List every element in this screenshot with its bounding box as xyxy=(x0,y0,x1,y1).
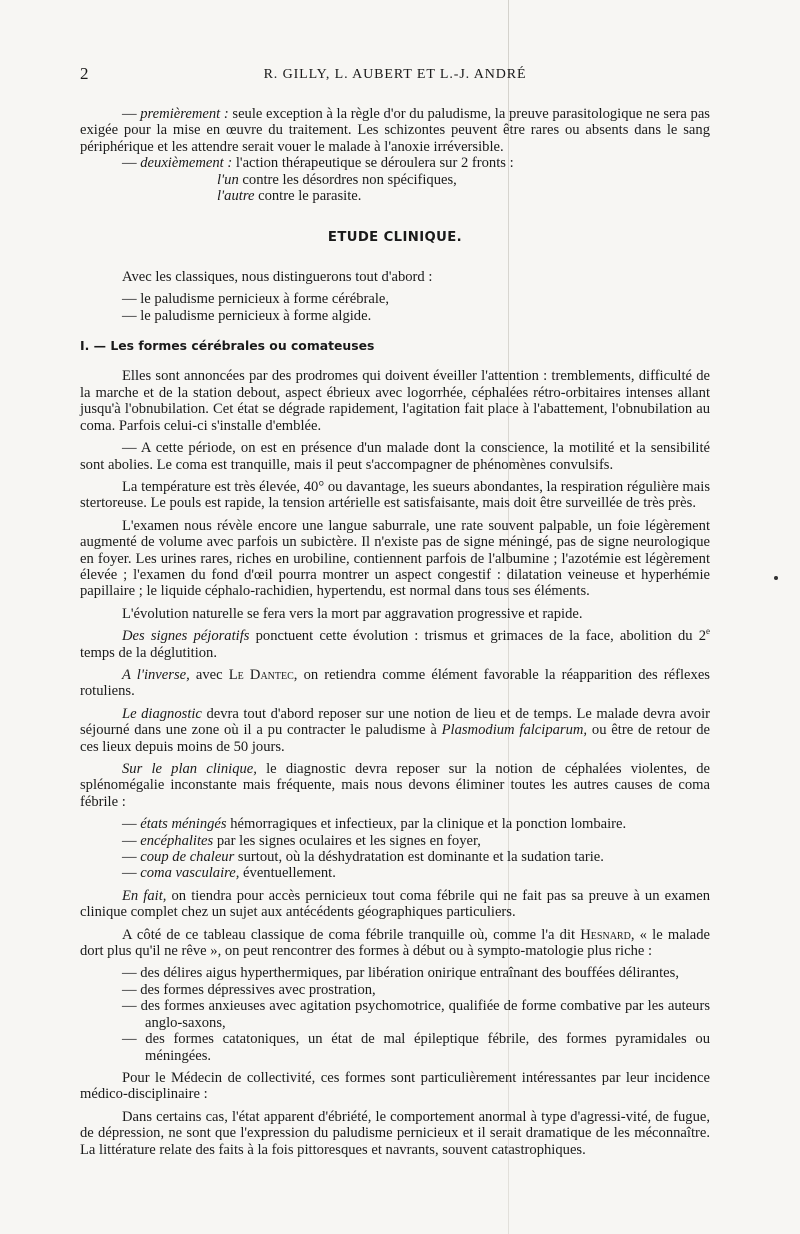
margin-mark xyxy=(774,576,778,580)
body-paragraph: La température est très élevée, 40° ou davantage, les sueurs abondantes, la respiration régulière mais stertoreuse. Le pouls est rapide, la tension artérielle est satisfaisante, mais doit être surveillée de très près. xyxy=(80,478,710,512)
body-paragraph: En fait, on tiendra pour accès pernicieux tout coma fébrile qui ne fait pas sa preuve à un examen clinique complet chez un sujet aux antécédents géographiques particuliers. xyxy=(80,887,710,921)
front-2: l'autre contre le parasite. xyxy=(217,188,362,205)
variant-item: — des formes anxieuses avec agitation psychomotrice, qualifiée de forme combative par les auteurs anglo-saxons, xyxy=(122,998,710,1031)
running-header xyxy=(80,66,710,86)
body-paragraph: — A cette période, on est en présence d'un malade dont la conscience, la motilité et la sensibilité sont abolies. Le coma est tranquille, mais il peut s'accompagner de phénomènes convulsifs. xyxy=(80,440,710,473)
author-name: Le Dantec xyxy=(228,666,294,683)
cause-item: — coma vasculaire, éventuellement. xyxy=(122,865,336,882)
document-page xyxy=(80,66,710,1158)
author-name: Hesnard xyxy=(580,926,631,943)
body-paragraph: Le diagnostic devra tout d'abord reposer sur une notion de lieu et de temps. Le malade devra avoir séjourné dans une zone où il a pu contracter le paludisme à Plasmodium falciparum, ou être de retour de ces lieux depuis moins de 50 jours. xyxy=(80,705,710,755)
intro-paragraph-1: — premièrement : seule exception à la règle d'or du paludisme, la preuve parasitologique ne sera pas exigée pour la mise en œuvre du traitement. Les schizontes peuvent être rares ou absents dans le sang périphérique et les attendre serait vouer le malade à l'anoxie irréversible. xyxy=(80,106,710,155)
variant-item: — des formes catatoniques, un état de mal épileptique fébrile, des formes pyramidales ou méningées. xyxy=(122,1031,710,1064)
cause-item: — états méningés hémorragiques et infectieux, par la clinique et la ponction lombaire. xyxy=(122,816,627,833)
form-item: — le paludisme pernicieux à forme algide. xyxy=(122,307,372,324)
intro-paragraph-2: — deuxièmement : l'action thérapeutique se déroulera sur 2 fronts : xyxy=(122,155,514,172)
body-paragraph: A côté de ce tableau classique de coma fébrile tranquille où, comme l'a dit Hesnard, « le malade dort plus qu'il ne rêve », on peut rencontrer des formes à début ou à sympto-matologie plus riche : xyxy=(80,926,711,960)
running-header-authors: R. GILLY, L. AUBERT ET L.-J. ANDRÉ xyxy=(263,67,527,82)
body-paragraph: Pour le Médecin de collectivité, ces formes sont particulièrement intéressantes par leur incidence médico-disciplinaire : xyxy=(80,1069,710,1103)
body-paragraph: Sur le plan clinique, le diagnostic devra reposer sur la notion de céphalées violentes, de splénomégalie inconstante mais fréquente, mais nous devons éliminer toutes les autres causes de coma fébrile : xyxy=(80,761,710,810)
variant-item: — des délires aigus hyperthermiques, par libération onirique entraînant des bouffées délirantes, xyxy=(122,965,679,982)
variant-item: — des formes dépressives avec prostration, xyxy=(122,981,376,998)
body-paragraph: A l'inverse, avec Le Dantec, on retiendra comme élément favorable la réapparition des réflexes rotuliens. xyxy=(80,666,710,700)
form-item: — le paludisme pernicieux à forme cérébrale, xyxy=(122,291,390,308)
front-1: l'un contre les désordres non spécifiques, xyxy=(217,171,457,188)
body-paragraph: Elles sont annoncées par des prodromes qui doivent éveiller l'attention : tremblements, difficulté de la marche et de la station debout, aspect ébrieux avec logorrhée, céphalées rétro-orbitaires intenses allant jusqu'à l'obnubilation. Cet état se dégrade rapidement, l'agitation fait place à l'abattement, l'obnubilation au coma. Parfois celui-ci s'installe d'emblée. xyxy=(80,368,710,434)
body-paragraph: Dans certains cas, l'état apparent d'ébriété, le comportement anormal à type d'agressi-vité, de fugue, de dépression, ne sont que l'expression du paludisme pernicieux et il serait dramatique de les méconnaître. La littérature relate des faits à la fois pittoresques et navrants, souvent catastrophiques. xyxy=(80,1108,710,1158)
cause-item: — coup de chaleur surtout, où la déshydratation est dominante et la sudation tarie. xyxy=(122,849,604,866)
page-number: 2 xyxy=(80,64,89,83)
subsection-heading: I. — Les formes cérébrales ou comateuses xyxy=(80,338,375,354)
section-lead: Avec les classiques, nous distinguerons tout d'abord : xyxy=(122,268,433,285)
body-paragraph: L'évolution naturelle se fera vers la mort par aggravation progressive et rapide. xyxy=(122,605,583,622)
cause-item: — encéphalites par les signes oculaires et les signes en foyer, xyxy=(122,832,481,849)
section-heading: ETUDE CLINIQUE. xyxy=(327,230,463,246)
body-paragraph: Des signes péjoratifs ponctuent cette évolution : trismus et grimaces de la face, abolition du 2e temps de la déglutition. xyxy=(80,626,710,661)
body-paragraph: L'examen nous révèle encore une langue saburrale, une rate souvent palpable, un foie légèrement augmenté de volume avec parfois un subictère. Il n'existe pas de signe méningé, pas de signe neurologique en foyer. Les urines rares, riches en urobiline, contiennent parfois de l'albumine ; l'azotémie est légèrement élevée ; l'examen du fond d'œil pourra montrer un aspect congestif : dilatation veineuse et hyperhémie papillaire ; le liquide céphalo-rachidien, hypertendu, est normal dans tous ses éléments. xyxy=(80,517,710,600)
